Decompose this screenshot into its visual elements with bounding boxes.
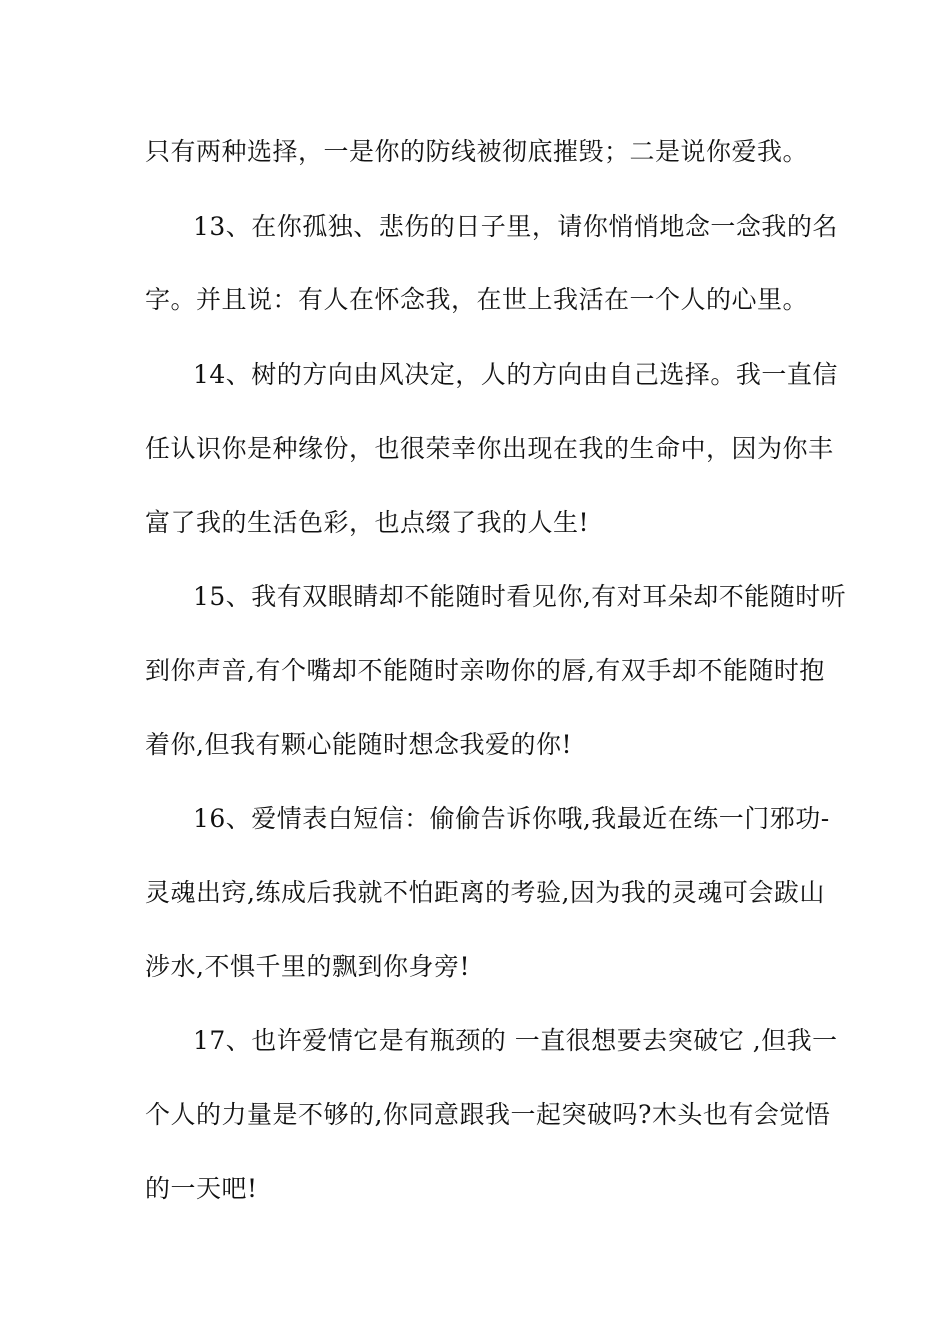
paragraph-16-line-3: 涉水,不惧千里的飘到你身旁! <box>145 952 470 981</box>
paragraph-15-line-1: 15、我有双眼睛却不能随时看见你,有对耳朵却不能随时听 <box>193 582 847 611</box>
paragraph-15-line-2: 到你声音,有个嘴却不能随时亲吻你的唇,有双手却不能随时抱 <box>145 656 825 685</box>
paragraph-17-line-1: 17、也许爱情它是有瓶颈的 一直很想要去突破它 ,但我一 <box>193 1026 838 1055</box>
paragraph-14-line-2: 任认识你是种缘份，也很荣幸你出现在我的生命中，因为你丰 <box>145 434 834 463</box>
paragraph-17-line-3: 的一天吧! <box>145 1174 258 1203</box>
paragraph-16-line-1: 16、爱情表白短信：偷偷告诉你哦,我最近在练一门邪功- <box>193 804 830 833</box>
paragraph-14-line-3: 富了我的生活色彩，也点缀了我的人生! <box>145 508 590 537</box>
paragraph-17-line-2: 个人的力量是不够的,你同意跟我一起突破吗?木头也有会觉悟 <box>145 1100 831 1129</box>
paragraph-13-line-2: 字。并且说：有人在怀念我，在世上我活在一个人的心里。 <box>145 285 809 314</box>
paragraph-16-line-2: 灵魂出窍,练成后我就不怕距离的考验,因为我的灵魂可会跋山 <box>145 878 825 907</box>
paragraph-15-line-3: 着你,但我有颗心能随时想念我爱的你! <box>145 730 572 759</box>
paragraph-14-line-1: 14、树的方向由风决定，人的方向由自己选择。我一直信 <box>193 360 838 389</box>
paragraph-13-line-1: 13、在你孤独、悲伤的日子里，请你悄悄地念一念我的名 <box>193 212 838 241</box>
text-line: 只有两种选择，一是你的防线被彻底摧毁；二是说你爱我。 <box>145 137 809 166</box>
